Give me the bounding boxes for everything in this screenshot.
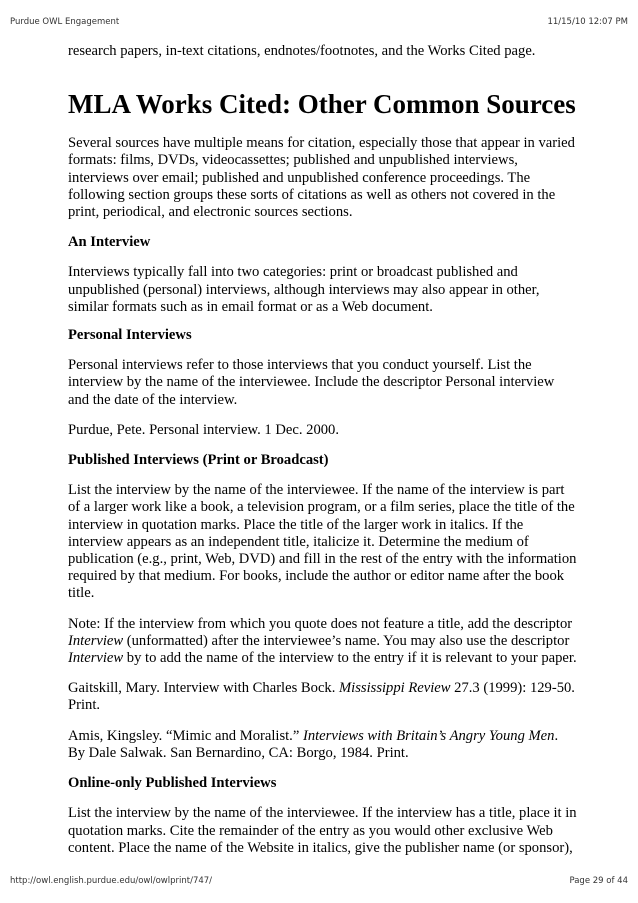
subheading-interview: An Interview [68,234,151,251]
page-header-datetime: 11/15/10 12:07 PM [547,17,628,27]
note-text-2: (unformatted) after the interviewee’s name. You may also use the descriptor [123,632,570,649]
subheading-online-interviews: Online-only Published Interviews [68,775,277,792]
personal-interview-example: Purdue, Pete. Personal interview. 1 Dec. 2000. [68,421,340,438]
intro-continuation: research papers, in-text citations, endnotes/footnotes, and the Works Cited page. [68,43,536,59]
ex1-italic: Mississippi Review [339,680,451,697]
online-interviews-paragraph: List the interview by the name of the interviewee. If the interview has a title, place it in quotation marks. Cite the remainder of the entry as you would other exclusive Web content. Place the name of the Website in italics, give the publisher name (or sponsor), [68,805,577,856]
interview-paragraph: Interviews typically fall into two categories: print or broadcast published and unpublished (personal) interviews, although interviews may also appear in other, similar formats such as in email format or as a Web document. [68,264,540,315]
personal-interviews-paragraph: Personal interviews refer to those interviews that you conduct yourself. List the interview by the name of the interviewee. Include the descriptor Personal interview and the date of the interview. [68,357,555,408]
ex1-text-b: 27.3 (1999): 129-50. Print. [68,680,575,714]
intro-paragraph: Several sources have multiple means for citation, especially those that appear in varied formats: films, DVDs, videocassettes; published and unpublished interviews, interviews over email; published and unpublished conference proceedings. The following section groups these sorts of citations as well as others not covered in the print, periodical, and electronic sources sections. [68,135,575,221]
note-italic-2: Interview [68,650,124,667]
page-footer-page-number: Page 29 of 44 [569,876,628,886]
note-italic-1: Interview [68,632,124,649]
subheading-published-interviews: Published Interviews (Print or Broadcast) [68,452,329,469]
note-text-3: by to add the name of the interview to the entry if it is relevant to your paper. [123,650,577,667]
note-text-1: Note: If the interview from which you quote does not feature a title, add the descriptor [68,615,573,632]
citation-example-2 [68,728,578,762]
page-header-title: Purdue OWL Engagement [10,17,120,27]
page-footer-url: http://owl.english.purdue.edu/owl/owlprint/747/ [10,876,213,886]
note-paragraph [68,616,578,668]
ex2-text-a: Amis, Kingsley. “Mimic and Moralist.” [68,727,303,744]
section-heading: MLA Works Cited: Other Common Sources [68,89,576,120]
citation-example-1 [68,680,578,714]
ex2-italic: Interviews with Britain’s Angry Young Men [302,727,555,744]
subheading-personal-interviews: Personal Interviews [68,327,192,344]
ex2-text-b: . By Dale Salwak. San Bernardino, CA: Borgo, 1984. Print. [68,727,559,761]
published-interviews-paragraph: List the interview by the name of the interviewee. If the name of the interview is part of a larger work like a book, a television program, or a film series, place the title of the interview in quotation marks. Place the title of the larger work in italics. If the interview appears as an independent title, italicize it. Determine the medium of publication (e.g., print, Web, DVD) and fill in the rest of the entry with the information required by that medium. For books, include the author or editor name after the book title. [68,482,577,602]
document-body [68,43,578,857]
ex1-text-a: Gaitskill, Mary. Interview with Charles Bock. [68,680,340,697]
